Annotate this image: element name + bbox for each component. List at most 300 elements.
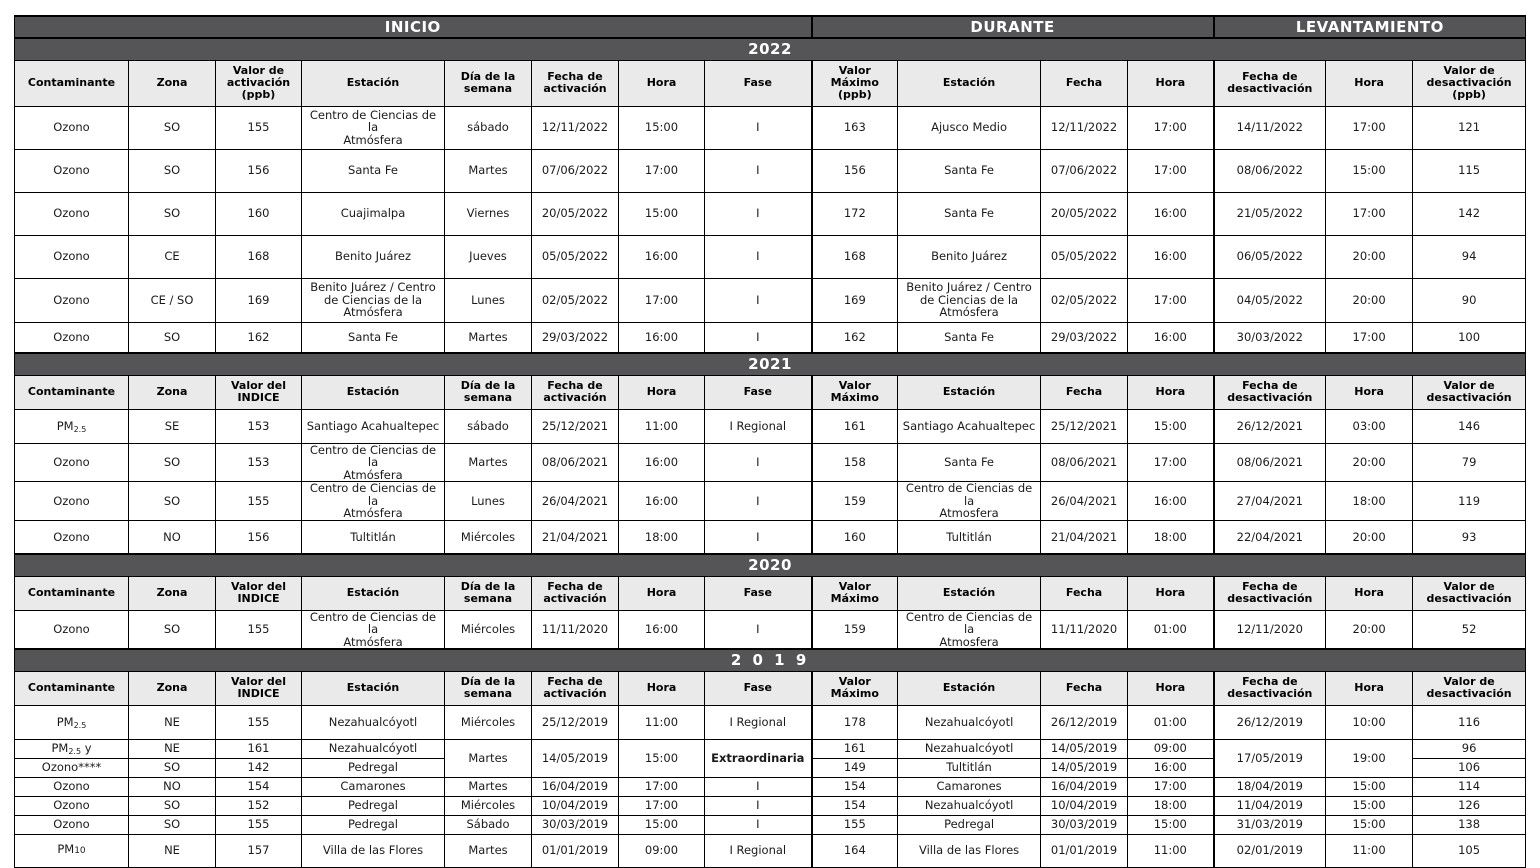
cell-zona: SO	[129, 149, 216, 192]
cell-valor-maximo: 159	[812, 482, 898, 521]
cell-valor-desactivacion: 106	[1413, 758, 1526, 777]
col-contaminante: Contaminante	[15, 60, 129, 106]
cell-contaminante: Ozono	[15, 815, 129, 834]
cell-valor-maximo: 164	[812, 834, 898, 867]
cell-estacion: Benito Juárez / Centro de Ciencias de la Atmósfera	[898, 278, 1041, 322]
cell-valor: 157	[216, 834, 302, 867]
cell-fecha: 29/03/2022	[1041, 322, 1128, 353]
cell-fecha: 02/05/2022	[1041, 278, 1128, 322]
cell-fecha-activacion: 16/04/2019	[532, 777, 619, 796]
year-2019: 2 0 1 9	[15, 649, 1526, 671]
cell-fase: I	[705, 278, 812, 322]
cell-hora: 18:00	[1128, 796, 1214, 815]
cell-hora: 11:00	[619, 705, 705, 739]
cell-fecha: 20/05/2022	[1041, 192, 1128, 235]
cell-estacion: Nezahualcóyotl	[302, 739, 445, 758]
col-fecha-activacion: Fecha de activación	[532, 60, 619, 106]
cell-zona: NO	[129, 520, 216, 554]
cell-valor-maximo: 158	[812, 443, 898, 482]
cell-hora: 11:00	[1128, 834, 1214, 867]
cell-estacion: Benito Juárez / Centro de Ciencias de la Atmósfera	[302, 278, 445, 322]
cell-hora: 16:00	[619, 610, 705, 649]
col-valor-activacion: Valor de activación (ppb)	[216, 60, 302, 106]
cell-hora: 15:00	[1326, 149, 1413, 192]
table-row	[15, 443, 1526, 482]
cell-fecha-activacion: 11/11/2020	[532, 610, 619, 649]
cell-hora: 17:00	[1128, 278, 1214, 322]
cell-hora: 17:00	[619, 777, 705, 796]
cell-hora: 17:00	[1128, 106, 1214, 149]
section-durante: DURANTE	[812, 16, 1214, 38]
cell-fecha: 30/03/2019	[1041, 815, 1128, 834]
cell-hora: 20:00	[1326, 520, 1413, 554]
cell-fase: I	[705, 149, 812, 192]
cell-contaminante: Ozono	[15, 443, 129, 482]
cell-fase: I	[705, 322, 812, 353]
cell-fase: Extraordinaria	[705, 739, 812, 777]
cell-zona: SO	[129, 610, 216, 649]
table-row	[15, 739, 1526, 758]
cell-zona: SO	[129, 192, 216, 235]
cell-valor-maximo: 156	[812, 149, 898, 192]
cell-estacion: Cuajimalpa	[302, 192, 445, 235]
cell-fecha-desactivacion: 30/03/2022	[1214, 322, 1326, 353]
col-hora: Hora	[619, 375, 705, 409]
cell-valor: 156	[216, 520, 302, 554]
col-fecha-desactivacion: Fecha de desactivación	[1214, 671, 1326, 705]
cell-zona: SO	[129, 796, 216, 815]
cell-zona: SE	[129, 409, 216, 443]
col-dia: Día de la semana	[445, 671, 532, 705]
cell-valor-desactivacion: 79	[1413, 443, 1526, 482]
col-fecha-activacion: Fecha de activación	[532, 375, 619, 409]
col-hora: Hora	[1128, 375, 1214, 409]
cell-hora: 17:00	[1326, 192, 1413, 235]
section-inicio: INICIO	[15, 16, 812, 38]
cell-zona: SO	[129, 322, 216, 353]
cell-valor-desactivacion: 142	[1413, 192, 1526, 235]
cell-hora: 16:00	[1128, 235, 1214, 278]
cell-estacion: Santa Fe	[302, 322, 445, 353]
cell-estacion: Centro de Ciencias de la Atmosfera	[898, 610, 1041, 649]
cell-fase: I Regional	[705, 705, 812, 739]
col-estacion: Estación	[898, 576, 1041, 610]
cell-fecha-desactivacion: 11/04/2019	[1214, 796, 1326, 815]
cell-zona: NE	[129, 739, 216, 758]
cell-valor-desactivacion: 146	[1413, 409, 1526, 443]
col-fecha: Fecha	[1041, 375, 1128, 409]
cell-contaminante: Ozono	[15, 192, 129, 235]
cell-contaminante: Ozono	[15, 106, 129, 149]
cell-contaminante: Ozono	[15, 322, 129, 353]
cell-fecha: 01/01/2019	[1041, 834, 1128, 867]
cell-fecha: 07/06/2022	[1041, 149, 1128, 192]
cell-valor-desactivacion: 90	[1413, 278, 1526, 322]
col-valor-indice: Valor del INDICE	[216, 576, 302, 610]
cell-fecha: 25/12/2021	[1041, 409, 1128, 443]
cell-contaminante: $PM_{2.5}$	[15, 705, 129, 739]
cell-valor-desactivacion: 119	[1413, 482, 1526, 521]
table-row	[15, 777, 1526, 796]
col-valor-maximo: Valor Máximo	[812, 671, 898, 705]
cell-valor-desactivacion: 52	[1413, 610, 1526, 649]
cell-estacion: Benito Juárez	[898, 235, 1041, 278]
cell-valor-desactivacion: 114	[1413, 777, 1526, 796]
col-dia: Día de la semana	[445, 375, 532, 409]
header-row	[15, 60, 1526, 106]
section-levantamiento: LEVANTAMIENTO	[1214, 16, 1526, 38]
cell-dia: Miércoles	[445, 520, 532, 554]
year-2021: 2021	[15, 353, 1526, 375]
col-fecha: Fecha	[1041, 60, 1128, 106]
cell-fecha: 14/05/2019	[1041, 758, 1128, 777]
col-hora: Hora	[619, 576, 705, 610]
cell-hora: 15:00	[1326, 796, 1413, 815]
cell-dia: Martes	[445, 739, 532, 777]
cell-valor: 168	[216, 235, 302, 278]
cell-estacion: Tultitlán	[898, 758, 1041, 777]
cell-dia: Miércoles	[445, 796, 532, 815]
cell-valor: 169	[216, 278, 302, 322]
cell-estacion: Pedregal	[898, 815, 1041, 834]
cell-fase: I	[705, 520, 812, 554]
col-fecha-desactivacion: Fecha de desactivación	[1214, 375, 1326, 409]
cell-valor: 154	[216, 777, 302, 796]
cell-estacion: Camarones	[898, 777, 1041, 796]
cell-valor-desactivacion: 93	[1413, 520, 1526, 554]
cell-zona: CE / SO	[129, 278, 216, 322]
col-estacion: Estación	[302, 60, 445, 106]
cell-hora: 16:00	[1128, 192, 1214, 235]
cell-dia: Jueves	[445, 235, 532, 278]
cell-fecha-desactivacion: 08/06/2022	[1214, 149, 1326, 192]
cell-zona: NE	[129, 834, 216, 867]
cell-fecha-activacion: 26/04/2021	[532, 482, 619, 521]
cell-fecha-activacion: 25/12/2019	[532, 705, 619, 739]
table-row	[15, 149, 1526, 192]
cell-contaminante: Ozono****	[15, 758, 129, 777]
cell-fecha-desactivacion: 31/03/2019	[1214, 815, 1326, 834]
cell-fase: I	[705, 235, 812, 278]
cell-hora: 01:00	[1128, 610, 1214, 649]
cell-contaminante: $PM_{2.5}$	[15, 409, 129, 443]
cell-dia: Miércoles	[445, 610, 532, 649]
cell-hora: 16:00	[1128, 758, 1214, 777]
cell-zona: NE	[129, 705, 216, 739]
cell-fecha-activacion: 25/12/2021	[532, 409, 619, 443]
cell-estacion: Pedregal	[302, 796, 445, 815]
header-row	[15, 375, 1526, 409]
cell-estacion: Nezahualcóyotl	[898, 705, 1041, 739]
cell-hora: 11:00	[619, 409, 705, 443]
cell-fecha: 16/04/2019	[1041, 777, 1128, 796]
cell-valor-desactivacion: 96	[1413, 739, 1526, 758]
cell-fecha-activacion: 30/03/2019	[532, 815, 619, 834]
cell-fecha: 10/04/2019	[1041, 796, 1128, 815]
cell-estacion: Villa de las Flores	[302, 834, 445, 867]
cell-contaminante: Ozono	[15, 610, 129, 649]
col-fecha-desactivacion: Fecha de desactivación	[1214, 60, 1326, 106]
cell-zona: SO	[129, 443, 216, 482]
cell-estacion: Centro de Ciencias de la Atmósfera	[302, 106, 445, 149]
cell-hora: 17:00	[619, 278, 705, 322]
col-hora: Hora	[619, 60, 705, 106]
cell-valor: 155	[216, 482, 302, 521]
cell-fase: I	[705, 192, 812, 235]
cell-valor-maximo: 172	[812, 192, 898, 235]
cell-valor: 155	[216, 705, 302, 739]
cell-hora: 19:00	[1326, 739, 1413, 777]
cell-contaminante: Ozono	[15, 520, 129, 554]
col-estacion: Estación	[302, 375, 445, 409]
cell-hora: 15:00	[1326, 777, 1413, 796]
cell-fase: I	[705, 482, 812, 521]
table-row	[15, 705, 1526, 739]
cell-fecha-desactivacion: 06/05/2022	[1214, 235, 1326, 278]
cell-zona: SO	[129, 815, 216, 834]
cell-hora: 15:00	[1326, 815, 1413, 834]
cell-valor: 161	[216, 739, 302, 758]
col-contaminante: Contaminante	[15, 375, 129, 409]
cell-hora: 20:00	[1326, 235, 1413, 278]
cell-contaminante: PM10	[15, 834, 129, 867]
cell-valor: 155	[216, 610, 302, 649]
cell-valor-maximo: 163	[812, 106, 898, 149]
col-fecha: Fecha	[1041, 671, 1128, 705]
cell-fase: I	[705, 106, 812, 149]
col-fecha-activacion: Fecha de activación	[532, 671, 619, 705]
cell-dia: Martes	[445, 149, 532, 192]
cell-fecha: 21/04/2021	[1041, 520, 1128, 554]
col-valor-desactivacion: Valor de desactivación (ppb)	[1413, 60, 1526, 106]
cell-hora: 18:00	[1326, 482, 1413, 521]
cell-valor-maximo: 161	[812, 409, 898, 443]
cell-estacion: Pedregal	[302, 758, 445, 777]
table-row	[15, 520, 1526, 554]
cell-estacion: Tultitlán	[302, 520, 445, 554]
col-contaminante: Contaminante	[15, 576, 129, 610]
cell-dia: Lunes	[445, 278, 532, 322]
cell-hora: 16:00	[619, 235, 705, 278]
col-hora: Hora	[1326, 60, 1413, 106]
cell-fecha-activacion: 21/04/2021	[532, 520, 619, 554]
cell-contaminante: Ozono	[15, 278, 129, 322]
cell-fecha: 08/06/2021	[1041, 443, 1128, 482]
cell-zona: SO	[129, 758, 216, 777]
cell-fase: I	[705, 815, 812, 834]
col-fase: Fase	[705, 576, 812, 610]
cell-estacion: Santa Fe	[898, 322, 1041, 353]
cell-estacion: Pedregal	[302, 815, 445, 834]
cell-fecha-activacion: 10/04/2019	[532, 796, 619, 815]
cell-hora: 18:00	[1128, 520, 1214, 554]
cell-hora: 15:00	[619, 106, 705, 149]
cell-hora: 17:00	[1326, 106, 1413, 149]
cell-fase: I	[705, 443, 812, 482]
cell-valor-maximo: 155	[812, 815, 898, 834]
table-row	[15, 106, 1526, 149]
cell-fecha-activacion: 08/06/2021	[532, 443, 619, 482]
table-row	[15, 834, 1526, 867]
cell-estacion: Camarones	[302, 777, 445, 796]
cell-valor-maximo: 168	[812, 235, 898, 278]
col-hora: Hora	[1326, 576, 1413, 610]
year-2020: 2020	[15, 554, 1526, 576]
cell-fecha-activacion: 05/05/2022	[532, 235, 619, 278]
cell-estacion: Santa Fe	[898, 443, 1041, 482]
cell-hora: 18:00	[619, 520, 705, 554]
cell-fecha-activacion: 29/03/2022	[532, 322, 619, 353]
cell-estacion: Nezahualcóyotl	[898, 739, 1041, 758]
cell-estacion: Centro de Ciencias de la Atmósfera	[302, 443, 445, 482]
cell-valor: 155	[216, 106, 302, 149]
cell-contaminante: Ozono	[15, 149, 129, 192]
col-contaminante: Contaminante	[15, 671, 129, 705]
contingency-table	[14, 15, 1526, 868]
cell-dia: Miércoles	[445, 705, 532, 739]
cell-fecha: 14/05/2019	[1041, 739, 1128, 758]
cell-valor-maximo: 149	[812, 758, 898, 777]
table-row	[15, 610, 1526, 649]
cell-fecha-desactivacion: 04/05/2022	[1214, 278, 1326, 322]
cell-valor-maximo: 178	[812, 705, 898, 739]
cell-valor-desactivacion: 126	[1413, 796, 1526, 815]
cell-fecha-desactivacion: 14/11/2022	[1214, 106, 1326, 149]
cell-valor-maximo: 154	[812, 796, 898, 815]
cell-fecha-desactivacion: 12/11/2020	[1214, 610, 1326, 649]
cell-estacion: Santa Fe	[898, 192, 1041, 235]
col-zona: Zona	[129, 60, 216, 106]
cell-hora: 01:00	[1128, 705, 1214, 739]
cell-fase: I Regional	[705, 409, 812, 443]
cell-estacion: Santiago Acahualtepec	[898, 409, 1041, 443]
table-row	[15, 278, 1526, 322]
cell-hora: 17:00	[1326, 322, 1413, 353]
cell-fecha: 12/11/2022	[1041, 106, 1128, 149]
header-row	[15, 671, 1526, 705]
cell-valor: 142	[216, 758, 302, 777]
cell-fecha-desactivacion: 22/04/2021	[1214, 520, 1326, 554]
cell-valor-maximo: 160	[812, 520, 898, 554]
col-valor-desactivacion: Valor de desactivación	[1413, 576, 1526, 610]
cell-estacion: Centro de Ciencias de la Atmósfera	[302, 610, 445, 649]
cell-valor-desactivacion: 105	[1413, 834, 1526, 867]
cell-hora: 17:00	[1128, 149, 1214, 192]
col-hora: Hora	[1326, 375, 1413, 409]
cell-fecha-desactivacion: 18/04/2019	[1214, 777, 1326, 796]
cell-fecha-activacion: 01/01/2019	[532, 834, 619, 867]
table-row	[15, 192, 1526, 235]
cell-zona: SO	[129, 106, 216, 149]
cell-estacion: Tultitlán	[898, 520, 1041, 554]
cell-estacion: Ajusco Medio	[898, 106, 1041, 149]
cell-dia: Sábado	[445, 815, 532, 834]
cell-dia: sábado	[445, 409, 532, 443]
cell-estacion: Santa Fe	[302, 149, 445, 192]
col-fecha-desactivacion: Fecha de desactivación	[1214, 576, 1326, 610]
cell-zona: SO	[129, 482, 216, 521]
cell-fecha-desactivacion: 17/05/2019	[1214, 739, 1326, 777]
col-hora: Hora	[1128, 671, 1214, 705]
cell-valor: 160	[216, 192, 302, 235]
col-fecha-activacion: Fecha de activación	[532, 576, 619, 610]
cell-valor-desactivacion: 138	[1413, 815, 1526, 834]
cell-hora: 17:00	[619, 796, 705, 815]
col-fase: Fase	[705, 375, 812, 409]
year-2022: 2022	[15, 38, 1526, 60]
cell-dia: Martes	[445, 443, 532, 482]
cell-valor: 156	[216, 149, 302, 192]
col-valor-maximo: Valor Máximo	[812, 375, 898, 409]
cell-hora: 09:00	[1128, 739, 1214, 758]
cell-estacion: Villa de las Flores	[898, 834, 1041, 867]
table-row	[15, 235, 1526, 278]
cell-fecha-desactivacion: 26/12/2019	[1214, 705, 1326, 739]
col-hora: Hora	[1128, 60, 1214, 106]
cell-fecha: 26/12/2019	[1041, 705, 1128, 739]
cell-hora: 17:00	[1128, 443, 1214, 482]
cell-valor-maximo: 154	[812, 777, 898, 796]
table-row	[15, 815, 1526, 834]
cell-fecha-activacion: 02/05/2022	[532, 278, 619, 322]
col-zona: Zona	[129, 576, 216, 610]
cell-hora: 16:00	[619, 322, 705, 353]
cell-fase: I	[705, 777, 812, 796]
cell-estacion: Centro de Ciencias de la Atmosfera	[898, 482, 1041, 521]
cell-hora: 17:00	[1128, 777, 1214, 796]
cell-valor: 152	[216, 796, 302, 815]
col-valor-desactivacion: Valor de desactivación	[1413, 375, 1526, 409]
table-row	[15, 796, 1526, 815]
cell-hora: 15:00	[619, 192, 705, 235]
cell-fecha-desactivacion: 02/01/2019	[1214, 834, 1326, 867]
cell-hora: 09:00	[619, 834, 705, 867]
cell-dia: Martes	[445, 322, 532, 353]
cell-hora: 16:00	[1128, 322, 1214, 353]
col-fase: Fase	[705, 671, 812, 705]
cell-hora: 10:00	[1326, 705, 1413, 739]
cell-contaminante: Ozono	[15, 482, 129, 521]
col-valor-maximo: Valor Máximo (ppb)	[812, 60, 898, 106]
cell-dia: Lunes	[445, 482, 532, 521]
cell-valor-desactivacion: 115	[1413, 149, 1526, 192]
table-row	[15, 409, 1526, 443]
cell-valor-desactivacion: 116	[1413, 705, 1526, 739]
col-estacion: Estación	[898, 60, 1041, 106]
cell-fecha-activacion: 12/11/2022	[532, 106, 619, 149]
cell-zona: CE	[129, 235, 216, 278]
cell-fecha-desactivacion: 08/06/2021	[1214, 443, 1326, 482]
cell-fecha-desactivacion: 21/05/2022	[1214, 192, 1326, 235]
cell-fase: I	[705, 610, 812, 649]
cell-fase: I Regional	[705, 834, 812, 867]
cell-fase: I	[705, 796, 812, 815]
header-row	[15, 576, 1526, 610]
cell-hora: 20:00	[1326, 610, 1413, 649]
cell-zona: NO	[129, 777, 216, 796]
cell-fecha: 05/05/2022	[1041, 235, 1128, 278]
cell-valor-desactivacion: 100	[1413, 322, 1526, 353]
cell-estacion: Santiago Acahualtepec	[302, 409, 445, 443]
cell-dia: sábado	[445, 106, 532, 149]
col-hora: Hora	[619, 671, 705, 705]
col-hora: Hora	[1128, 576, 1214, 610]
cell-hora: 20:00	[1326, 278, 1413, 322]
col-estacion: Estación	[898, 375, 1041, 409]
cell-hora: 15:00	[1128, 815, 1214, 834]
col-estacion: Estación	[302, 576, 445, 610]
col-valor-indice: Valor del INDICE	[216, 671, 302, 705]
